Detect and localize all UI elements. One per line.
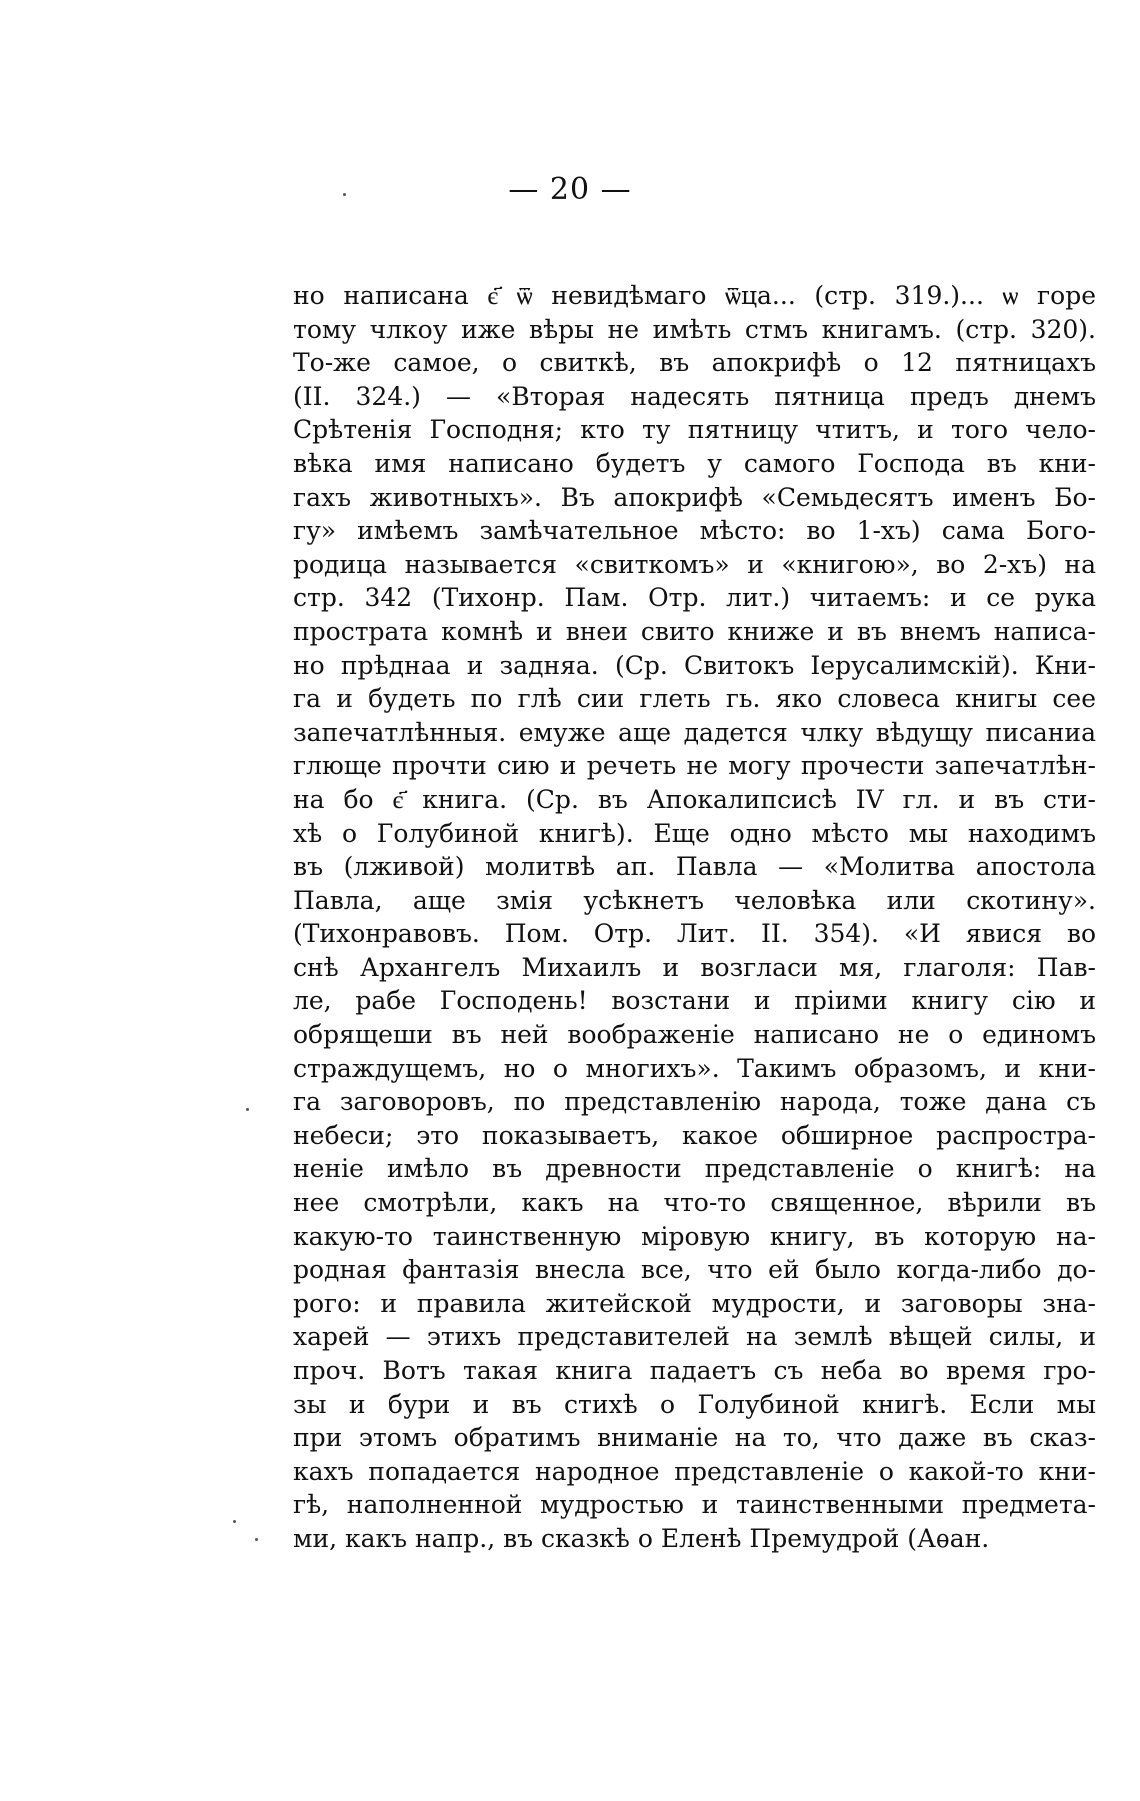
- text-line: гу» имѣемъ замѣчательное мѣсто: во 1-хъ) сама Бого-: [293, 516, 1096, 546]
- text-line: снѣ Архангелъ Михаилъ и возгласи мя, глаголя: Пав-: [293, 952, 1096, 982]
- text-line: ле, рабе Господень! возстани и пріими книгу сію и: [293, 986, 1096, 1016]
- page-number: — 20 —: [508, 172, 632, 207]
- text-line: вѣка имя написано будетъ у самого Господа въ кни-: [293, 448, 1096, 478]
- text-line: глюще прочти сию и речеть не могу прочести запечатлѣн-: [293, 751, 1096, 781]
- text-line: неніе имѣло въ древности представленіе о книгѣ: на: [293, 1154, 1096, 1184]
- text-line: тому члкоу иже вѣры не имѣть стмъ книгамъ. (стр. 320).: [293, 314, 1096, 344]
- text-line: хѣ о Голубиной книгѣ). Еще одно мѣсто мы находимъ: [293, 818, 1096, 848]
- text-line: га и будеть по глѣ сии глеть гь. яко словеса книгы сее: [293, 684, 1096, 714]
- text-line: страждущемъ, но о многихъ». Такимъ образомъ, и кни-: [293, 1053, 1096, 1083]
- text-line: но прѣднаа и задняа. (Ср. Свитокъ Іерусалимскій). Кни-: [293, 650, 1096, 680]
- body-text: [293, 279, 1096, 1556]
- paper-speck: [343, 193, 346, 196]
- text-line: га заговоровъ, по представленію народа, тоже дана съ: [293, 1087, 1096, 1117]
- text-line: (Тихонравовъ. Пом. Отр. Лит. II. 354). «И явися во: [293, 919, 1096, 949]
- text-line: нее смотрѣли, какъ на что-то священное, вѣрили въ: [293, 1188, 1096, 1218]
- text-line: какую-то таинственную міровую книгу, въ которую на-: [293, 1221, 1096, 1251]
- text-line: гѣ, наполненной мудростью и таинственными предмета-: [293, 1490, 1096, 1520]
- text-line: Срѣтенія Господня; кто ту пятницу чтитъ, и того чело-: [293, 415, 1096, 445]
- text-line: но написана є҃ ѿ невидѣмаго ѿца... (стр. 319.)... ѡ горе: [293, 281, 1096, 310]
- text-line: проч. Вотъ такая книга падаетъ съ неба во время гро-: [293, 1356, 1096, 1385]
- text-line: рого: и правила житейской мудрости, и заговоры зна-: [293, 1288, 1096, 1318]
- text-line: на бо є҃ книга. (Ср. въ Апокалипсисѣ IV гл. и въ сти-: [293, 784, 1096, 814]
- text-line: обрящеши въ ней воображеніе написано не о единомъ: [293, 1020, 1096, 1050]
- text-line: кахъ попадается народное представленіе о какой-то кни-: [293, 1456, 1096, 1486]
- paper-speck: [233, 1520, 236, 1523]
- text-line: родная фантазія внесла все, что ей было когда-либо до-: [293, 1255, 1096, 1285]
- text-line: запечатлѣнныя. емуже аще дадется члку вѣдущу писаниа: [293, 717, 1096, 747]
- text-line: родица называется «свиткомъ» и «книгою», во 2-хъ) на: [293, 549, 1096, 579]
- text-line: въ (лживой) молитвѣ ап. Павла — «Молитва апостола: [293, 852, 1096, 882]
- text-line: харей — этихъ представителей на землѣ вѣщей силы, и: [293, 1322, 1096, 1352]
- text-line: Павла, аще змія усѣкнетъ человѣка или скотину».: [293, 885, 1096, 915]
- paper-speck: [255, 1538, 258, 1541]
- text-line: гахъ животныхъ». Въ апокрифѣ «Семьдесятъ именъ Бо-: [293, 482, 1096, 512]
- text-line: (II. 324.) — «Вторая надесять пятница предъ днемъ: [293, 381, 1096, 411]
- text-line: зы и бури и въ стихѣ о Голубиной книгѣ. Если мы: [293, 1389, 1096, 1419]
- text-line: стр. 342 (Тихонр. Пам. Отр. лит.) читаемъ: и се рука: [293, 583, 1096, 613]
- text-line: небеси; это показываетъ, какое обширное распростра-: [293, 1120, 1096, 1150]
- text-line: То-же самое, о свиткѣ, въ апокрифѣ о 12 пятницахъ: [293, 348, 1096, 378]
- text-line: ми, какъ напр., въ сказкѣ о Еленѣ Премудрой (Аѳан.: [293, 1523, 990, 1553]
- paper-speck: [246, 1108, 249, 1111]
- text-line: при этомъ обратимъ вниманіе на то, что даже въ сказ-: [293, 1423, 1096, 1453]
- text-line: прострата комнѣ и внеи свито книже и въ внемъ написа-: [293, 616, 1096, 646]
